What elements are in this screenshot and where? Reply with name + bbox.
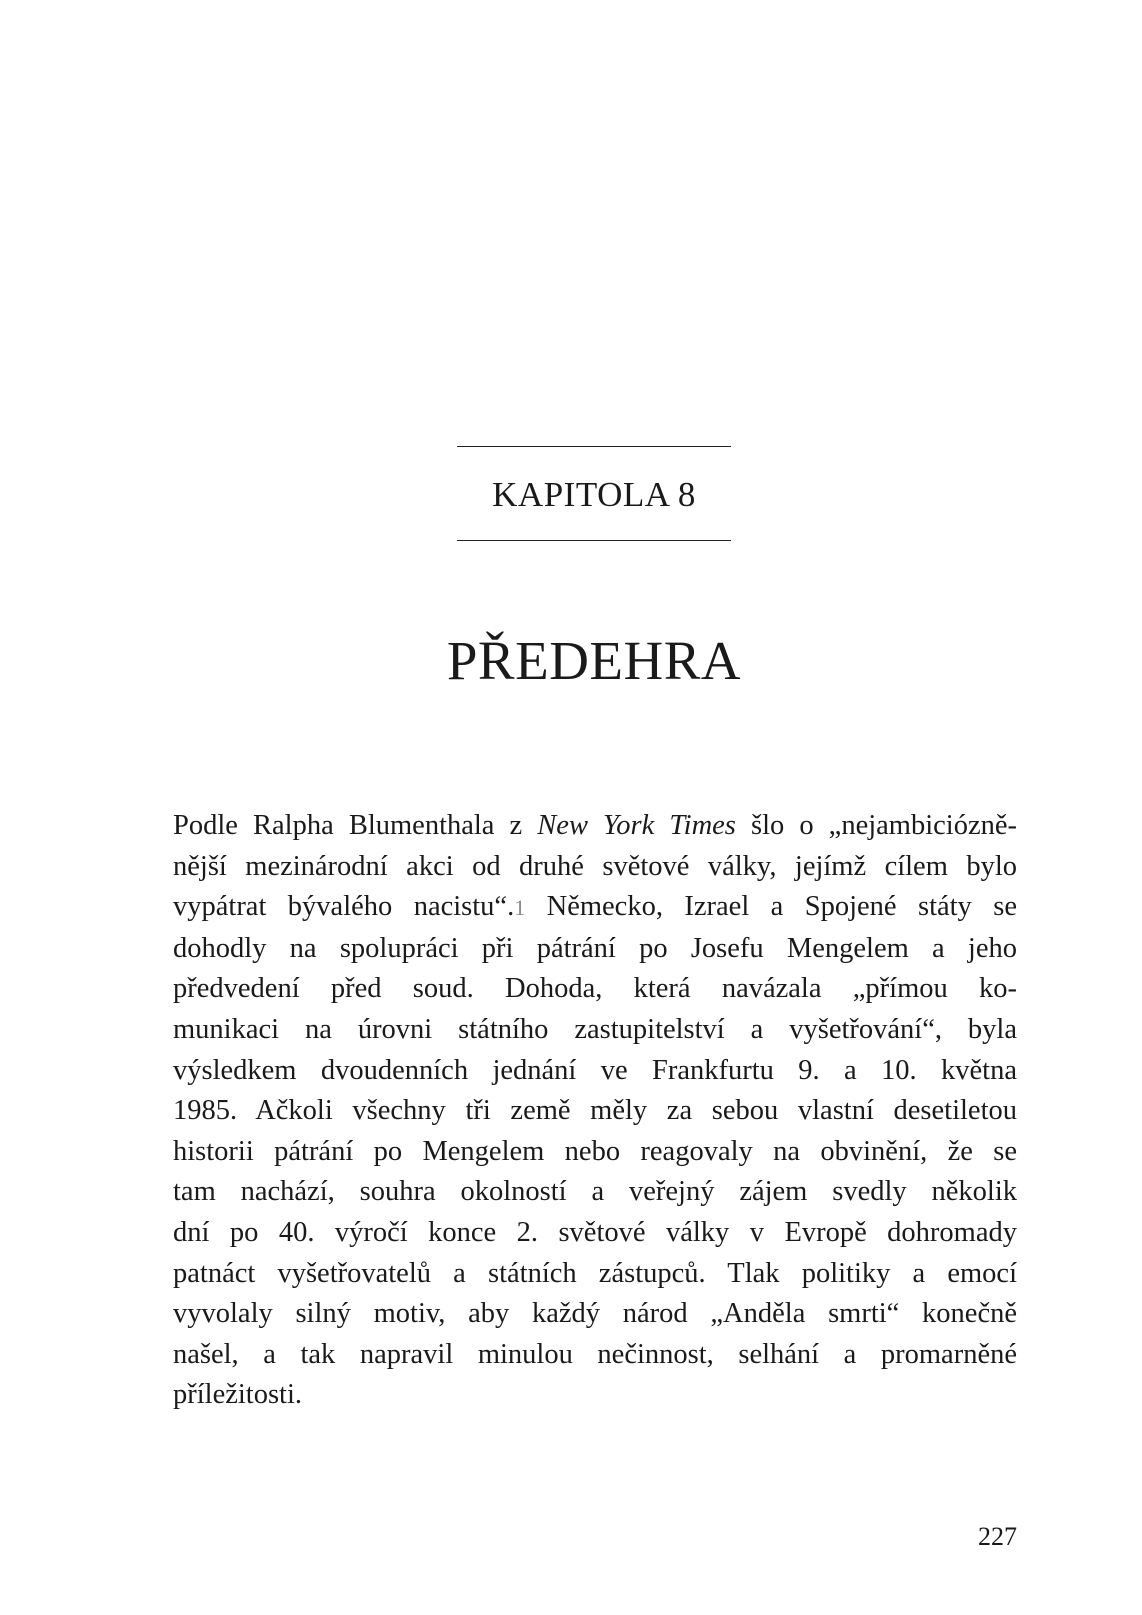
chapter-title: PŘEDEHRA: [446, 630, 742, 691]
text-line: dní po 40. výročí konce 2. světové války v Evropě dohromady: [173, 1216, 1017, 1248]
text-line: příležitosti.: [173, 1379, 303, 1411]
chapter-label: KAPITOLA 8: [492, 475, 696, 514]
text-line: patnáct vyšetřovatelů a státních zástupců. Tlak politiky a emocí: [173, 1257, 1017, 1289]
text-line: tam nachází, souhra okolností a veřejný zájem svedly několik: [173, 1176, 1017, 1208]
text-line: našel, a tak napravil minulou nečinnost, selhání a promarněné: [173, 1338, 1017, 1370]
text-line: vypátrat bývalého nacistu“.1 Německo, Izrael a Spojené státy se: [173, 891, 1017, 923]
footnote-reference[interactable]: 1: [514, 895, 526, 921]
body-paragraph: [173, 806, 1017, 1416]
text-line: dohodly na spolupráci při pátrání po Josefu Mengelem a jeho: [173, 932, 1017, 964]
text-line: předvedení před soud. Dohoda, která navázala „přímou ko-: [173, 973, 1017, 1005]
text-line: munikaci na úrovni státního zastupitelství a vyšetřování“, byla: [173, 1013, 1017, 1045]
text-line: vyvolaly silný motiv, aby každý národ „Anděla smrti“ konečně: [173, 1298, 1017, 1330]
text-line: 1985. Ačkoli všechny tři země měly za sebou vlastní desetiletou: [173, 1095, 1017, 1127]
publication-name: New York Times: [537, 810, 736, 841]
text-line: nější mezinárodní akci od druhé světové války, jejímž cílem bylo: [173, 850, 1017, 882]
text-line: Podle Ralpha Blumenthala z New York Times šlo o „nejambiciózně-: [173, 810, 1017, 841]
text-line: výsledkem dvoudenních jednání ve Frankfurtu 9. a 10. května: [173, 1054, 1017, 1086]
chapter-rule-top: [457, 446, 731, 447]
page-number: 227: [978, 1522, 1017, 1551]
chapter-rule-bottom: [457, 540, 731, 541]
text-line: historii pátrání po Mengelem nebo reagovaly na obvinění, že se: [173, 1135, 1017, 1167]
